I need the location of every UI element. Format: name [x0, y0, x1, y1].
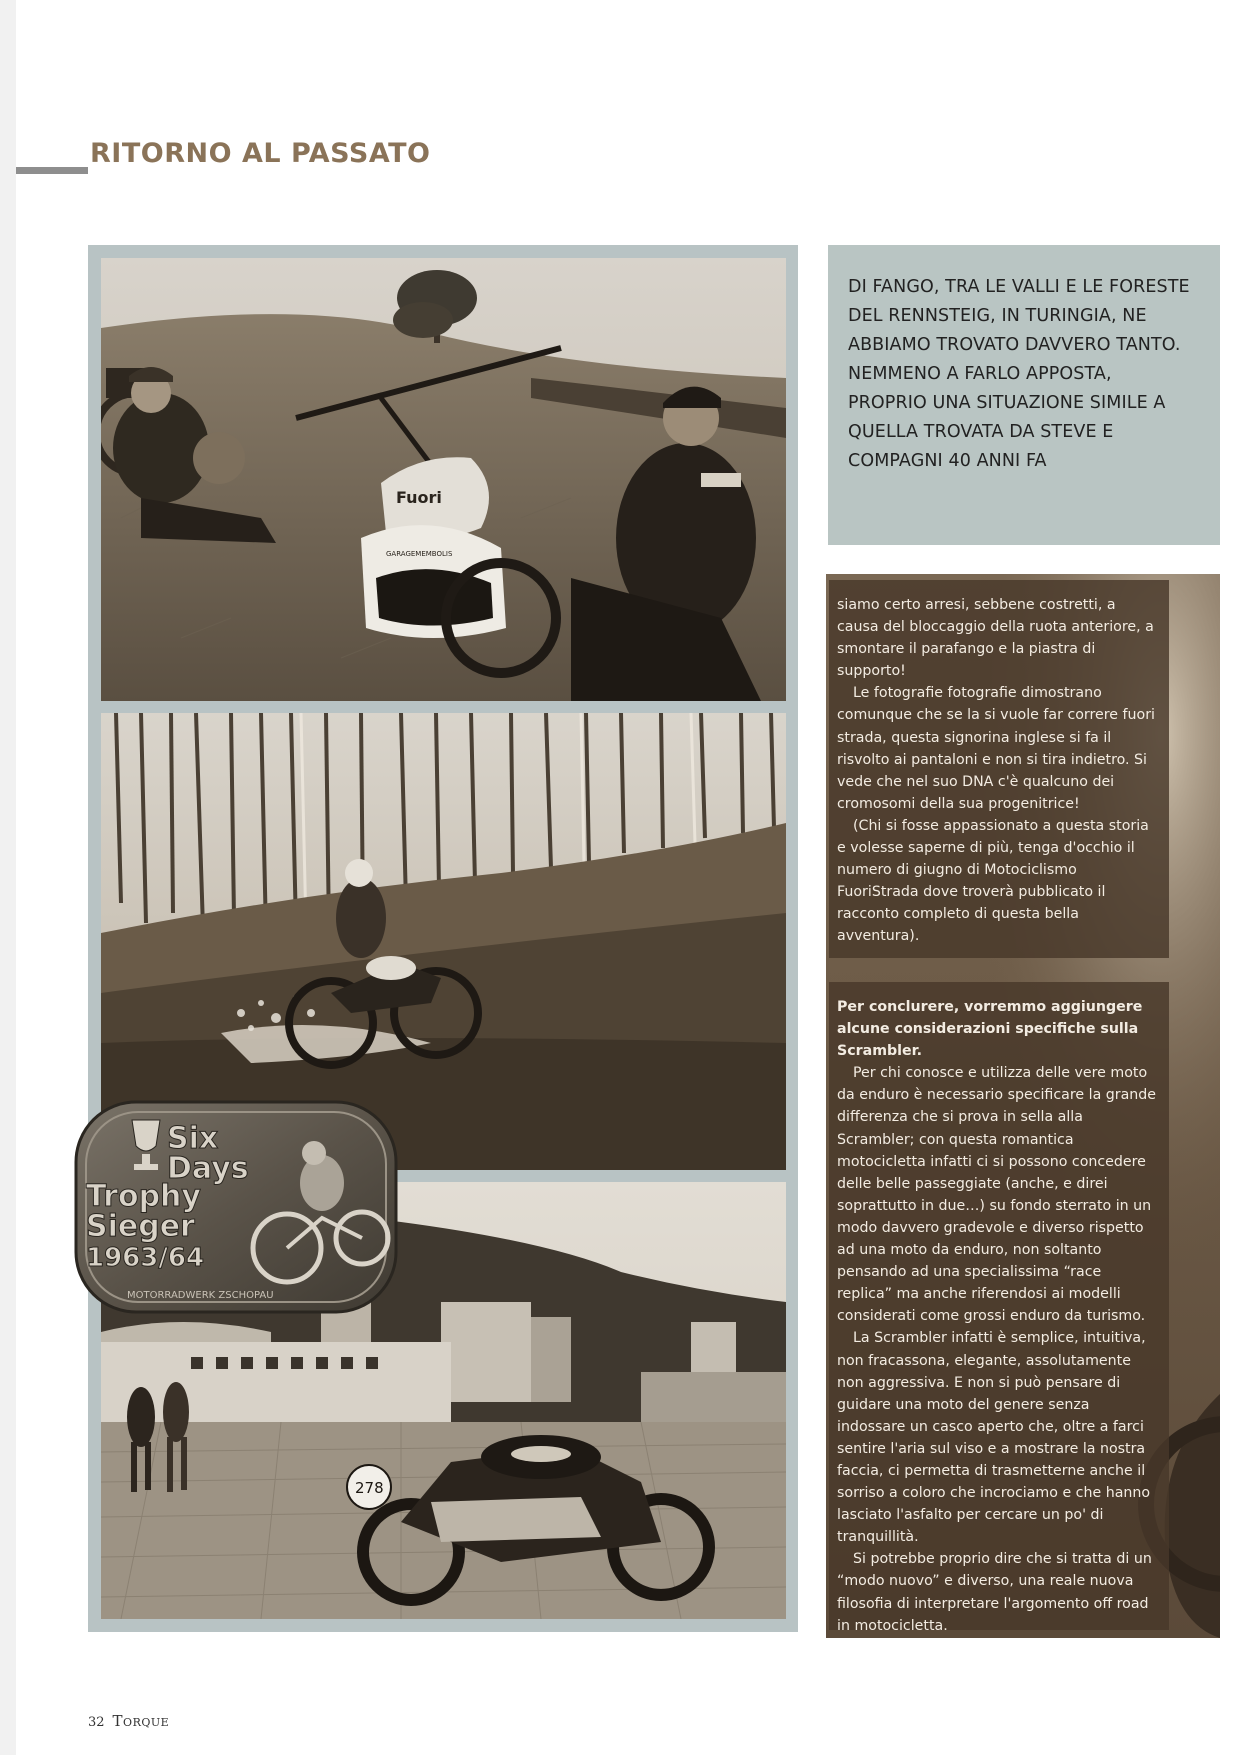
badge-line-six: Six: [167, 1121, 219, 1156]
badge-line-sieger: Sieger: [86, 1209, 195, 1244]
race-number: 278: [355, 1479, 384, 1497]
body-intro: Per conclurere, vorremmo aggiungere alcune considerazioni specifiche sulla Scrambler.: [837, 999, 1143, 1060]
page-edge: [0, 0, 16, 1755]
badge-line-trophy: Trophy: [86, 1179, 201, 1214]
body-paragraph: Per chi conosce e utilizza delle vere moto da enduro è necessario specificare la grande differenza che si prova in sella alla Scrambler; con questa romantica motocicletta infatti ci si possono concedere delle belle passeggiate (anche, e direi soprattutto in due…) su fondo sterrato in un modo davvero gradevole e diverso rispetto ad una moto da enduro, non soltanto pensando ad una specialissima “race replica” ma anche riferendosi ai modelli considerati come grossi enduro da turismo.: [837, 1065, 1157, 1325]
body-paragraph: Si potrebbe proprio dire che si tratta di un “modo nuovo” e diverso, una reale nuova filosofia di interpretare l'argomento off road in motocicletta.: [837, 1551, 1152, 1634]
body-paragraph: La Scrambler infatti è semplice, intuitiva, non fracassona, elegante, assolutamente non aggressiva. E non si può pensare di guidare una moto del genere senza indossare un casco aperto che, oltre a farci sentire l'aria sul viso e a mostrare la nostra faccia, ci permetta di trasmetterne anche il sorriso a coloro che incrociamo e che hanno lasciato l'asfalto per cercare un po' di tranquillità.: [837, 1330, 1151, 1546]
body-paragraph: siamo certo arresi, sebbene costretti, a causa del bloccaggio della ruota anteriore, a smontare il parafango e la piastra di supporto!: [837, 597, 1154, 680]
body-text-block-1: [829, 580, 1169, 958]
helmet-text: GARAGEMEMBOLIS: [386, 550, 453, 558]
photo-riders-on-hillside: [101, 258, 786, 701]
badge-line-days: Days: [167, 1151, 249, 1186]
body-paragraph: Le fotografie fotografie dimostrano comunque che se la si vuole far correre fuori strada, questa signorina inglese si fa il risvolto ai pantaloni e non si tira indietro. Si vede che nel suo DNA c'è qualcuno dei cromosomi della sua progenitrice!: [837, 685, 1155, 812]
tank-logo: Fuori: [396, 488, 442, 507]
six-days-trophy-badge: [72, 1098, 400, 1316]
body-text-block-2: [829, 982, 1169, 1634]
body-paragraph: (Chi si fosse appassionato a questa storia e volesse saperne di più, tenga d'occhio il numero di giugno di Motociclismo FuoriStrada dove troverà pubblicato il racconto completo di questa bella avventura).: [837, 817, 1149, 945]
magazine-name: Torque: [112, 1712, 170, 1730]
page-footer: [88, 1712, 169, 1730]
header-rule: [16, 167, 88, 174]
badge-years: 1963/64: [86, 1243, 205, 1273]
lead-box: [828, 245, 1220, 545]
section-title: RITORNO AL PASSATO: [90, 138, 431, 169]
page-number: 32: [88, 1715, 105, 1730]
badge-maker: MOTORRADWERK ZSCHOPAU: [127, 1290, 274, 1301]
lead-text: DI FANGO, TRA LE VALLI E LE FORESTE DEL RENNSTEIG, IN TURINGIA, NE ABBIAMO TROVATO DAVVERO TANTO. NEMMENO A FARLO APPOSTA, PROPRIO UNA SITUAZIONE SIMILE A QUELLA TROVATA DA STEVE E COMPAGNI 40 ANNI FA: [848, 277, 1190, 471]
